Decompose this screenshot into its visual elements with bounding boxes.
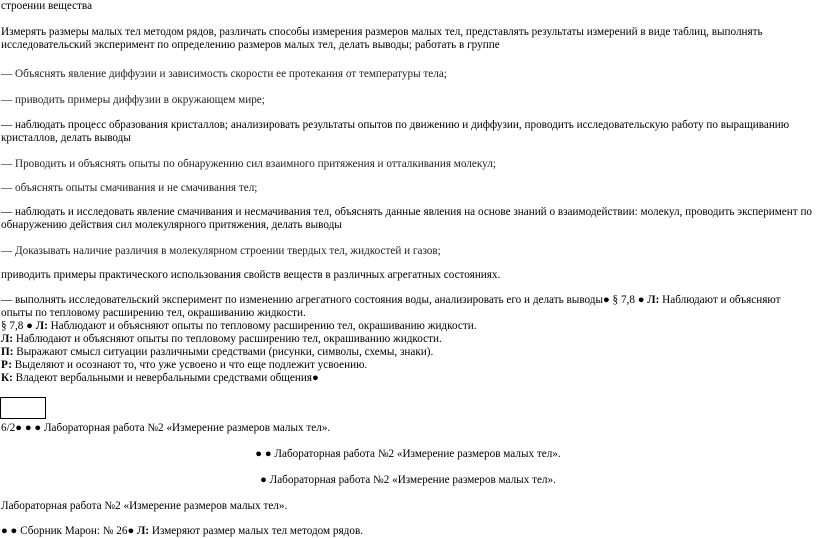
text-line: — Доказывать наличие различия в молекулярном строении твердых тел, жидкостей и газов; xyxy=(1,245,441,257)
text-line: Лабораторная работа №2 «Измерение размеров малых тел». xyxy=(1,500,288,512)
text-paragraph: — наблюдать процесс образования кристаллов; анализировать результаты опытов по движению и диффузии, проводить исследовательскую работу по выращиванию кристаллов, делать выводы xyxy=(1,119,790,144)
text-line: приводить примеры практического использования свойств веществ в различных агрегатных состояниях. xyxy=(1,269,501,281)
text-line: — Проводить и объяснять опыты по обнаружению сил взаимного притяжения и отталкивания молекул; xyxy=(1,158,496,170)
text-run: Наблюдают и объясняют опыты по тепловому расширению тел, окрашиванию жидкости. xyxy=(47,320,477,332)
text-run: Выделяют и осознают то, что уже усвоено и что еще подлежит усвоению. xyxy=(11,359,368,371)
text-line xyxy=(1,346,813,359)
text-paragraph xyxy=(1,294,813,320)
text-line: — приводить примеры диффузии в окружающем мире; xyxy=(1,94,265,106)
empty-table-cell xyxy=(0,397,46,419)
bold-label: Л: xyxy=(647,294,660,306)
text-line xyxy=(1,333,813,346)
bold-label: Р: xyxy=(1,359,12,371)
bold-label: К: xyxy=(1,372,13,384)
text-run: Выражают смысл ситуации различными средствами (рисунки, символы, схемы, знаки). xyxy=(13,346,434,358)
text-line: ● ● Лабораторная работа №2 «Измерение размеров малых тел». xyxy=(255,448,561,460)
text-line xyxy=(1,525,813,538)
text-run: Владеют вербальными и невербальными средствами общения● xyxy=(12,372,319,384)
text-run: Наблюдают и объясняют опыты по тепловому расширению тел, окрашиванию жидкости. xyxy=(13,333,442,345)
text-line: — объяснять опыты смачивания и не смачивания тел; xyxy=(1,182,258,194)
bold-label: Л: xyxy=(137,525,150,537)
text-line xyxy=(1,359,813,372)
text-line: ● Лабораторная работа №2 «Измерение размеров малых тел». xyxy=(260,474,556,486)
text-run: Измеряют размер малых тел методом рядов. xyxy=(149,525,364,537)
text-line: 6/2● ● ● Лабораторная работа №2 «Измерение размеров малых тел». xyxy=(1,422,331,434)
text-paragraph: — наблюдать и исследовать явление смачивания и несмачивания тел, объяснять данные явления на основе знаний о взаимодействии: молекул, проводить эксперимент по обнаружению действия сил молекулярного притяжения, делать выводы xyxy=(1,206,813,231)
bold-label: Л: xyxy=(35,320,48,332)
text-line: — Объяснять явление диффузии и зависимость скорости ее протекания от температуры тела; xyxy=(1,68,447,80)
text-line xyxy=(1,320,813,333)
text-run: — выполнять исследовательский эксперимент по изменению агрегатного состояния воды, анализировать его и делать выводы● § 7,8 ● xyxy=(1,294,648,306)
text-line xyxy=(1,372,813,385)
bold-label: П: xyxy=(1,346,14,358)
text-line: строении вещества xyxy=(1,0,93,12)
bold-label: Л: xyxy=(1,333,14,345)
text-paragraph: Измерять размеры малых тел методом рядов, различать способы измерения размеров малых тел, представлять результаты измерений в виде таблиц, выполнять исследовательский эксперимент по определению размеров малых тел, делать выводы; работать в группе xyxy=(1,26,763,51)
text-run: ● ● Сборник Марон: № 26● xyxy=(1,525,137,537)
text-run: § 7,8 ● xyxy=(1,320,36,332)
text-run: Наблюдают и объясняют опыты по тепловому расширению тел, окрашиванию жидкости. xyxy=(1,294,781,319)
